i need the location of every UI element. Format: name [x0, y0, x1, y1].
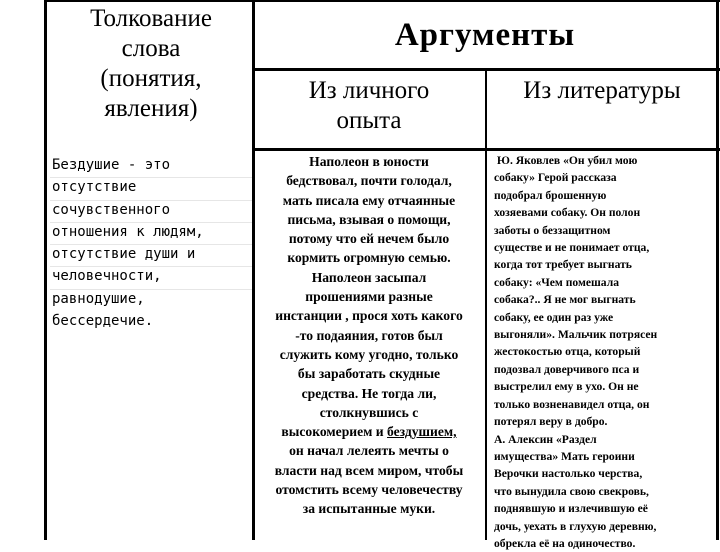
- divider-args-row: [254, 68, 720, 71]
- personal-text-part1: Наполеон в юности бедствовал, почти голодал, мать писала ему отчаянные письма, взывая о помощи, потому что ей нечем было кормить огромную семью. Наполеон засыпал прошениями разные инстанции , прося хоть какого -то подаяния, готов был служить кому угодно, только бы заработать скудные средства. Не тогда ли, столкнувшись с высокомерием и: [275, 154, 463, 440]
- divider-top-right: [254, 0, 720, 2]
- header-literature: Из литературы: [523, 77, 681, 104]
- header-personal-experience: Из личного опыта: [308, 77, 430, 134]
- divider-col2: [485, 70, 487, 540]
- header-arguments: Аргументы: [394, 17, 576, 53]
- literature-text: Ю. Яковлев «Он убил мою собаку» Герой рассказа подобрал брошенную хозяевами собаку. Он полон заботы о беззащитном существе и не понимает отца, когда тот требует выгнать собаку: «Чем помешала собака?.. Я не мог выгнать собаку, ее один раз уже выгоняли». Мальчик потрясен жестокостью отца, который подозвал доверчивого пса и выстрелил ему в ухо. Он не только возненавидел отца, он потерял веру в добро. А. Алексин «Раздел имущества» Мать героини Верочки настолько черства, что вынудила свою свекровь, поднявшую и излечившую её дочь, уехать в глухую деревню, обрекла её на одиночество.: [494, 154, 658, 550]
- divider-header-row: [254, 148, 720, 151]
- definition-text: Бездушие - это отсутствие сочувственного отношения к людям, отсутствие души и человечности, равнодушие, бессердечие.: [52, 157, 204, 330]
- divider-top-left: [44, 0, 254, 2]
- underlined-word: бездушием,: [387, 424, 457, 440]
- personal-experience-text: [256, 152, 482, 538]
- divider-col1: [252, 0, 255, 540]
- header-interpretation: Толкование слова (понятия, явления): [90, 5, 212, 122]
- personal-text-part2: он начал лелеять мечты о власти над всем миром, чтобы отомстить всему человечеству за испытанные муки.: [274, 443, 464, 517]
